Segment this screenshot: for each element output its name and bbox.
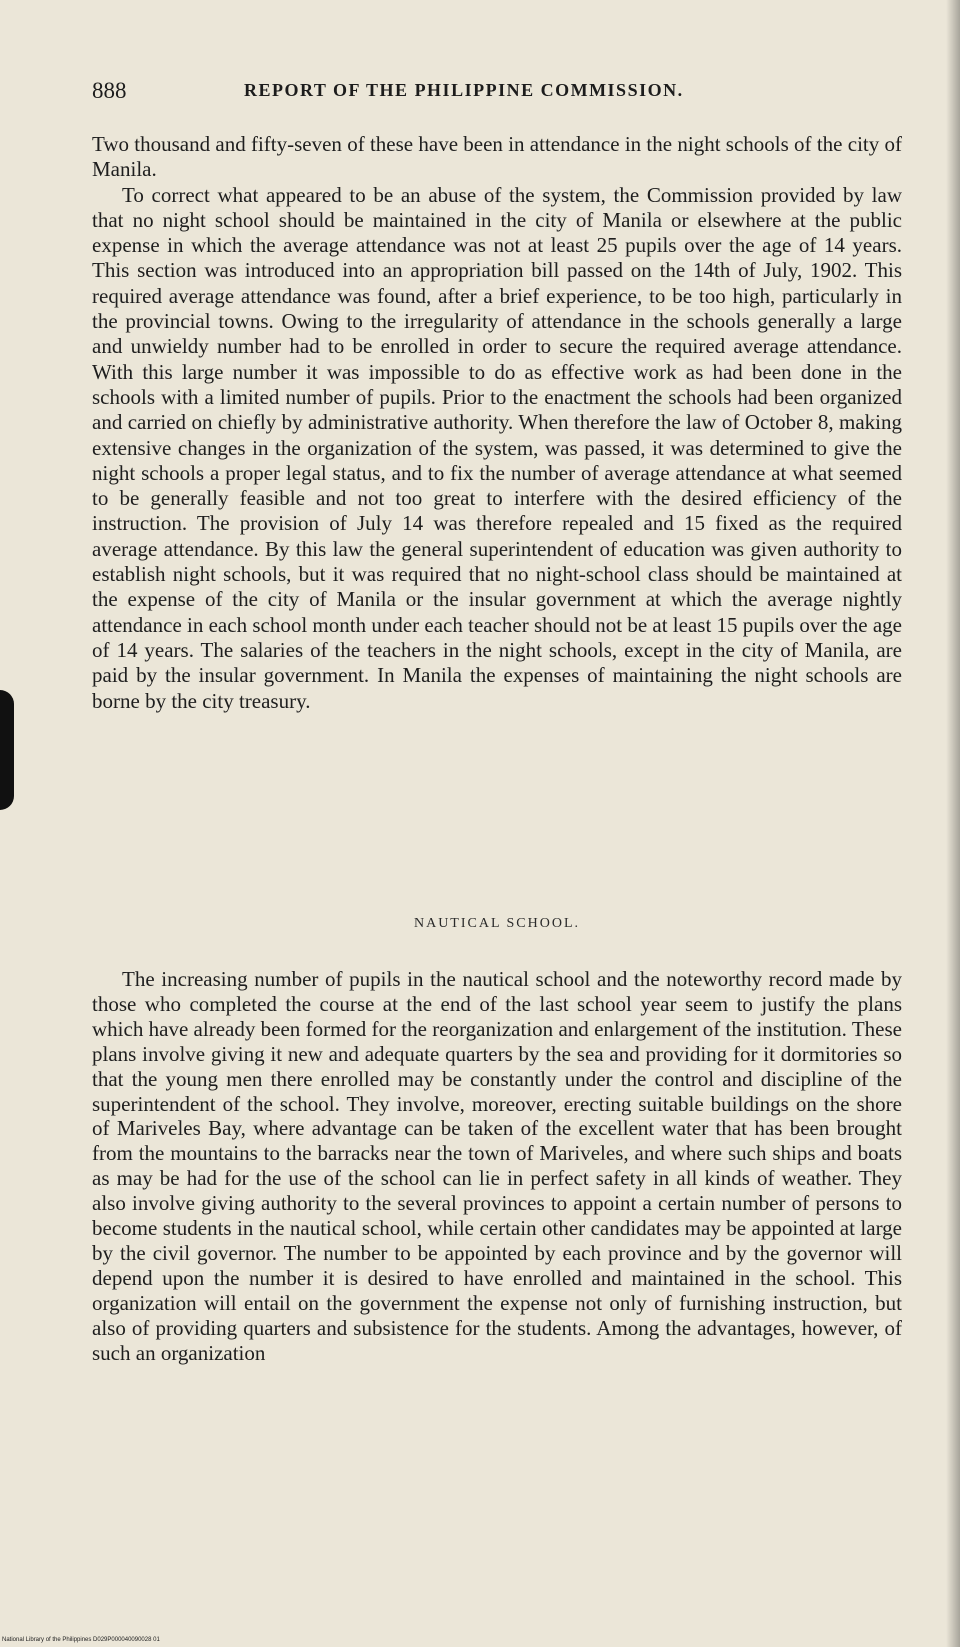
nautical-school-text-block [92,967,902,1366]
paragraph-continuation: Two thousand and fifty-seven of these have been in attendance in the night schools of the city of Manila. [92,132,902,182]
scan-credit-footer: National Library of the Philippines D029P000040090028 01 [2,1637,160,1643]
page-header-title: REPORT OF THE PHILIPPINE COMMISSION. [244,80,684,100]
paragraph-nautical-school: The increasing number of pupils in the nautical school and the noteworthy record made by those who completed the course at the end of the last school year seem to justify the plans which have already been formed for the reorganization and enlargement of the institution. These plans involve giving it new and adequate quarters by the sea and providing for it dormitories so that the young men there enrolled may be constantly under the control and discipline of the superintendent of the school. They involve, moreover, erecting suitable buildings on the shore of Mariveles Bay, where advantage can be taken of the excellent water that has been brought from the mountains to the barracks near the town of Mariveles, and where such ships and boats as may be had for the use of the school can lie in perfect safety in all kinds of weather. They also involve giving authority to the several provinces to appoint a certain number of persons to become students in the nautical school, while certain other candidates may be appointed at large by the civil governor. The number to be appointed by each province and by the governor will depend upon the number it is desired to have enrolled and maintained in the school. This organization will entail on the government the expense not only of furnishing instruction, but also of providing quarters and subsistence for the students. Among the advantages, however, of such an organization [92,967,902,1365]
section-heading-nautical-school: NAUTICAL SCHOOL. [413,916,581,931]
binding-shadow [946,0,960,1647]
main-text-block [92,132,902,714]
scan-edge-blot [0,690,14,810]
paragraph-night-schools: To correct what appeared to be an abuse of the system, the Commission provided by law that no night school should be maintained in the city of Manila or elsewhere at the public expense in which the average attendance was not at least 25 pupils over the age of 14 years. This section was introduced into an appropriation bill passed on the 14th of July, 1902. This required average attendance was found, after a brief experience, to be too high, particularly in the provincial towns. Owing to the irregularity of attendance in the schools generally a large and unwieldy number had to be enrolled in order to secure the required average attendance. With this large number it was impossible to do as effective work as had been done in the schools with a limited number of pupils. Prior to the enactment the schools had been organized and carried on chiefly by administrative authority. When therefore the law of October 8, making extensive changes in the organization of the system, was passed, it was determined to give the night schools a proper legal status, and to fix the number of average attendance at what seemed to be generally feasible and not too great to interfere with the desired efficiency of the instruction. The provision of July 14 was therefore repealed and 15 fixed as the required average attendance. By this law the general superintendent of education was given authority to establish night schools, but it was required that no night-school class should be maintained at the expense of the city of Manila or the insular government at which the average nightly attendance in each school month under each teacher should not be at least 15 pupils over the age of 14 years. The salaries of the teachers in the night schools, except in the city of Manila, are paid by the insular government. In Manila the expenses of maintaining the night schools are borne by the city treasury. [92,182,902,713]
running-head [92,78,902,106]
page-number: 888 [92,78,127,103]
